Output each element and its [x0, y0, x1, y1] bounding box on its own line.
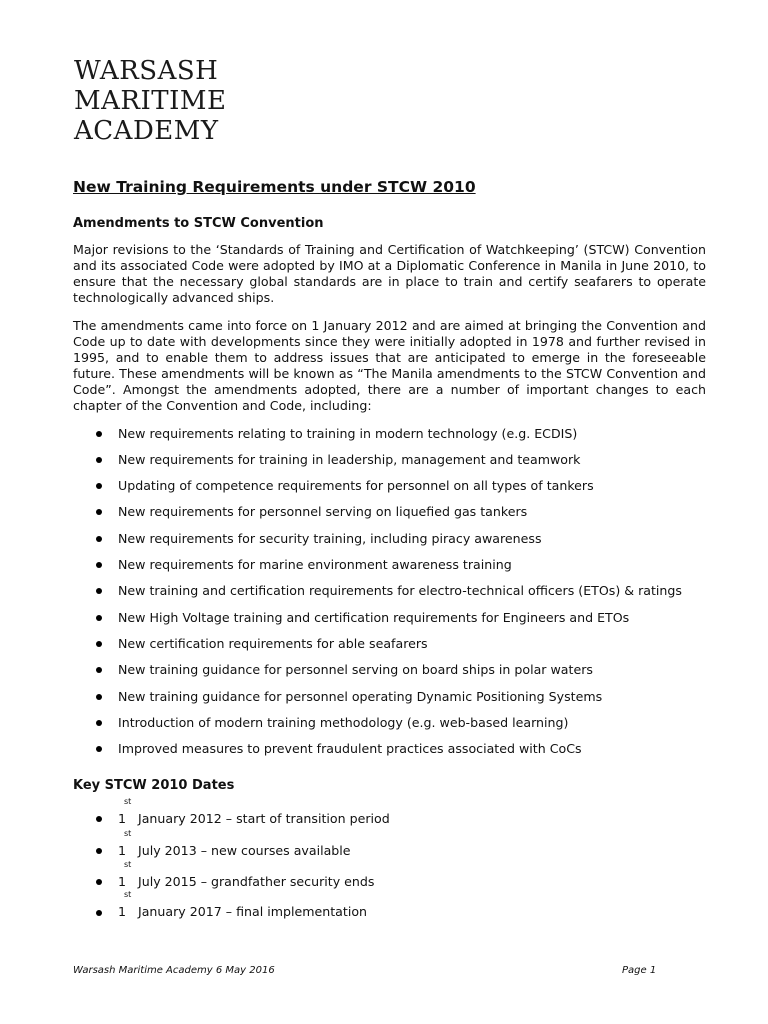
bullet-icon	[96, 848, 102, 854]
list-item: Improved measures to prevent fraudulent practices associated with CoCs	[118, 741, 582, 756]
list-item: New requirements for security training, including piracy awareness	[118, 531, 542, 546]
date-ordinal: st	[124, 890, 132, 899]
list-item: New requirements for training in leadership, management and teamwork	[118, 452, 581, 467]
bullet-icon	[96, 746, 102, 752]
date-text: January 2012 – start of transition period	[138, 811, 390, 826]
bullet-icon	[96, 588, 102, 594]
amendments-paragraph: The amendments came into force on 1 January 2012 and are aimed at bringing the Convention and Code up to date with developments since they were initially adopted in 1978 and further revised in 1995, and to enable them to address issues that are anticipated to emerge in the foreseeable future. These amendments will be known as “The Manila amendments to the STCW Convention and Code”. Amongst the amendments adopted, there are a number of important changes to each chapter of the Convention and Code, including:	[73, 318, 706, 413]
bullet-icon	[96, 509, 102, 515]
bullet-icon	[96, 562, 102, 568]
date-item	[118, 829, 351, 859]
date-day: 1	[118, 811, 127, 826]
date-day: 1	[118, 874, 127, 889]
intro-paragraph: Major revisions to the ‘Standards of Training and Certification of Watchkeeping’ (STCW) Convention and its associated Code were adopted by IMO at a Diplomatic Conference in Manila in June 2010, to ensure that the necessary global standards are in place to train and certify seafarers to operate technologically advanced ships.	[73, 242, 706, 305]
document-title: New Training Requirements under STCW 2010	[73, 178, 476, 196]
list-item: New training guidance for personnel serving on board ships in polar waters	[118, 662, 593, 677]
section-heading-amendments: Amendments to STCW Convention	[73, 216, 324, 231]
bullet-icon	[96, 720, 102, 726]
list-item: Introduction of modern training methodology (e.g. web-based learning)	[118, 715, 569, 730]
list-item: New requirements relating to training in modern technology (e.g. ECDIS)	[118, 426, 578, 441]
date-item	[118, 860, 375, 890]
date-item	[118, 797, 390, 827]
footer-left: Warsash Maritime Academy 6 May 2016	[73, 965, 275, 976]
bullet-icon	[96, 879, 102, 885]
list-item: New High Voltage training and certification requirements for Engineers and ETOs	[118, 610, 630, 625]
bullet-icon	[96, 483, 102, 489]
bullet-icon	[96, 694, 102, 700]
bullet-icon	[96, 816, 102, 822]
logo-line-3: ACADEMY	[74, 116, 219, 146]
bullet-icon	[96, 431, 102, 437]
logo-line-1: WARSASH	[74, 56, 219, 86]
bullet-icon	[96, 457, 102, 463]
list-item: New training and certification requirements for electro-technical officers (ETOs) & ratings	[118, 583, 682, 598]
date-text: January 2017 – final implementation	[138, 904, 368, 919]
date-text: July 2015 – grandfather security ends	[138, 874, 375, 889]
list-item: New training guidance for personnel operating Dynamic Positioning Systems	[118, 689, 603, 704]
academy-logo	[74, 56, 226, 146]
bullet-icon	[96, 536, 102, 542]
bullet-icon	[96, 667, 102, 673]
list-item: New requirements for personnel serving on liquefied gas tankers	[118, 504, 528, 519]
section-heading-dates: Key STCW 2010 Dates	[73, 778, 235, 793]
list-item: New certification requirements for able seafarers	[118, 636, 428, 651]
page-number: Page 1	[622, 965, 657, 976]
date-ordinal: st	[124, 829, 132, 838]
date-day: 1	[118, 843, 127, 858]
date-day: 1	[118, 904, 127, 919]
date-ordinal: st	[124, 797, 132, 806]
date-item	[118, 890, 368, 920]
date-text: July 2013 – new courses available	[138, 843, 351, 858]
bullet-icon	[96, 641, 102, 647]
bullet-icon	[96, 615, 102, 621]
list-item: Updating of competence requirements for personnel on all types of tankers	[118, 478, 594, 493]
logo-line-2: MARITIME	[74, 86, 227, 116]
bullet-icon	[96, 910, 102, 916]
list-item: New requirements for marine environment awareness training	[118, 557, 512, 572]
date-ordinal: st	[124, 860, 132, 869]
